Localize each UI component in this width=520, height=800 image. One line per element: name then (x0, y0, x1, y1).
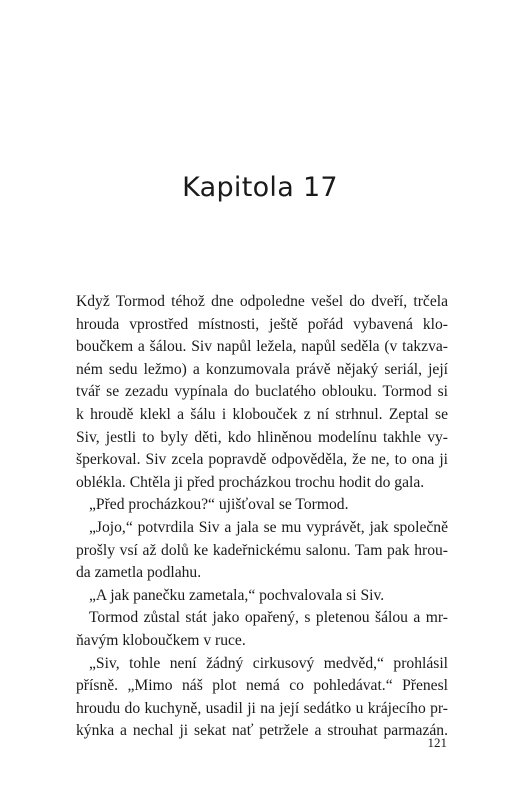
text-line: přísně. „Mimo náš plot nemá co pohledávat.“ Přenesl (76, 677, 448, 695)
text-line: hrouda vprostřed místnosti, ještě pořád vybavená klo- (76, 315, 448, 333)
chapter-title: Kapitola 17 (182, 172, 338, 203)
text-line: šperkoval. Siv zcela popravdě odpověděla, že ne, to ona ji (76, 451, 448, 469)
text-line: oblékla. Chtěla ji před procházkou trochu hodit do gala. (76, 473, 425, 491)
text-line: da zametla podlahu. (76, 564, 202, 582)
text-line: „A jak panečku zametala,“ pochvalovala si Siv. (89, 586, 385, 604)
text-line: „Siv, tohle není žádný cirkusový medvěd,“ prohlásil (89, 654, 448, 672)
text-line: Když Tormod téhož dne odpoledne vešel do dveří, trčela (76, 293, 448, 310)
text-line: k hroudě klekl a šálu i klobouček z ní strhnul. Zeptal se (76, 405, 448, 423)
text-line: „Před procházkou?“ ujišťoval se Tormod. (89, 496, 349, 514)
text-line: „Jojo,“ potvrdila Siv a jala se mu vyprávět, jak společně (89, 518, 448, 536)
text-line: kýnka a nechal ji sekat nať petržele a strouhat parmazán. (76, 722, 448, 740)
body-text (76, 291, 448, 743)
text-line: hroudu do kuchyně, usadil ji na její sedátko u krájecího pr- (76, 699, 448, 717)
page-number: 121 (427, 735, 447, 750)
text-line: ňavým kloboučkem v ruce. (76, 631, 246, 649)
text-line: tvář se zezadu vypínala do buclatého oblouku. Tormod si (76, 383, 448, 401)
text-line: Siv, jestli to byly děti, kdo hliněnou modelínu takhle vy- (76, 428, 448, 446)
text-line: prošly vsí až dolů ke kadeřnickému salonu. Tam pak hrou- (76, 541, 448, 559)
text-line: ném sedu ležmo) a konzumovala právě nějaký seriál, její (76, 360, 448, 378)
text-line: boučkem a šálou. Siv napůl ležela, napůl seděla (v takzva- (76, 338, 448, 356)
text-line: Tormod zůstal stát jako opařený, s pletenou šálou a mr- (89, 609, 448, 627)
